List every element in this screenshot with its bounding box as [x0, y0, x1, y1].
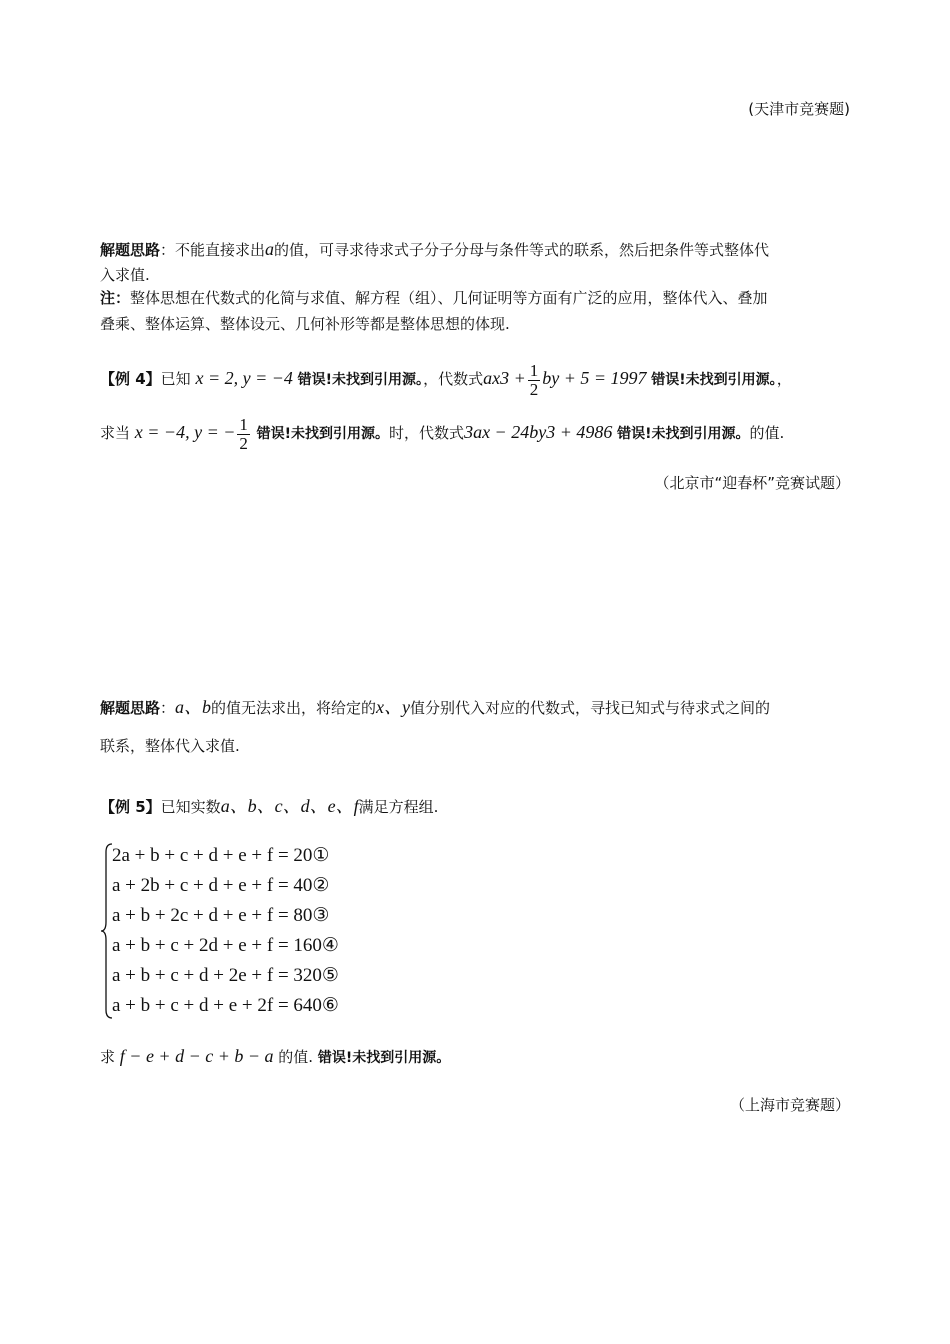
ex5-question: 求 f − e + d − c + b − a 的值. 错误!未找到引用源。 [100, 1046, 451, 1066]
fraction-half: $\frac{1}{2}$ [239, 414, 248, 453]
error-ref: 错误!未找到引用源。 [651, 372, 777, 388]
equation-3: a + b + 2c + d + e + f = 80③ [112, 905, 330, 926]
hint2-line2: 联系，整体代入求值. [100, 737, 240, 755]
hint2-line1: 解题思路：a、b的值无法求出，将给定的x、y值分别代入对应的代数式，寻找已知式与待求式之间的 [100, 697, 771, 717]
equation-2: a + 2b + c + d + e + f = 40② [112, 875, 330, 896]
ex5-intro: 【例 5】已知实数a、b、c、d、e、f满足方程组. [100, 796, 439, 816]
equation-5: a + b + c + d + 2e + f = 320⑤ [112, 965, 339, 986]
error-ref: 错误!未找到引用源。 [256, 426, 390, 442]
note-line2: 叠乘、整体运算、整体设元、几何补形等都是整体思想的体现. [100, 315, 510, 333]
hint2-label: 解题思路 [100, 699, 161, 717]
ex4-label: 【例 4】 [100, 370, 161, 388]
ex4-cond1: x = 2, y = −4 [195, 368, 293, 388]
ex4-expr1-b: by + 5 = 1997 [542, 368, 647, 388]
source-shanghai: （上海市竞赛题） [729, 1096, 850, 1114]
ex4-cond2: x = −4, y = − [134, 422, 236, 442]
ex5-ask-expr: f − e + d − c + b − a [119, 1046, 274, 1066]
ex4-expr2: 3ax − 24by3 + 4986 [464, 422, 613, 442]
hint1-label: 解题思路 [100, 241, 161, 259]
equation-4: a + b + c + 2d + e + f = 160④ [112, 935, 339, 956]
error-ref: 错误!未找到引用源。 [617, 426, 750, 442]
error-ref: 错误!未找到引用源。 [297, 372, 424, 388]
ex4-expr1-a: ax3 + [483, 368, 526, 388]
note-label: 注： [100, 289, 131, 307]
error-ref: 错误!未找到引用源。 [317, 1050, 451, 1066]
ex5-label: 【例 5】 [100, 798, 161, 816]
source-beijing: （北京市“迎春杯”竞赛试题） [654, 474, 850, 492]
hint1-line1: 解题思路：不能直接求出a的值，可寻求待求式子分子分母与条件等式的联系，然后把条件等式整体代 [100, 239, 770, 259]
source-tianjin: (天津市竞赛题) [748, 100, 850, 118]
hint1-line2: 入求值. [100, 266, 150, 284]
fraction-half: $\frac{1}{2}$ [529, 360, 539, 399]
equation-1: 2a + b + c + d + e + f = 20① [112, 845, 330, 866]
equation-6: a + b + c + d + e + 2f = 640⑥ [112, 995, 339, 1016]
ex4-line2: 求当 x = −4, y = − $\frac{1}{2}$ 错误!未找到引用源。时，代数式3ax − 24by3 + 4986 错误!未找到引用源。的值. [100, 414, 785, 453]
var-a: a [265, 239, 275, 259]
note-line1: 注：整体思想在代数式的化简与求值、解方程（组）、几何证明等方面有广泛的应用，整体代入、叠加 [100, 289, 768, 307]
ex4-line1: 【例 4】已知 x = 2, y = −4 错误!未找到引用源。，代数式ax3 + $\frac{1}{2}$ by + 5 = 1997 错误!未找到引用源。， [100, 360, 792, 399]
